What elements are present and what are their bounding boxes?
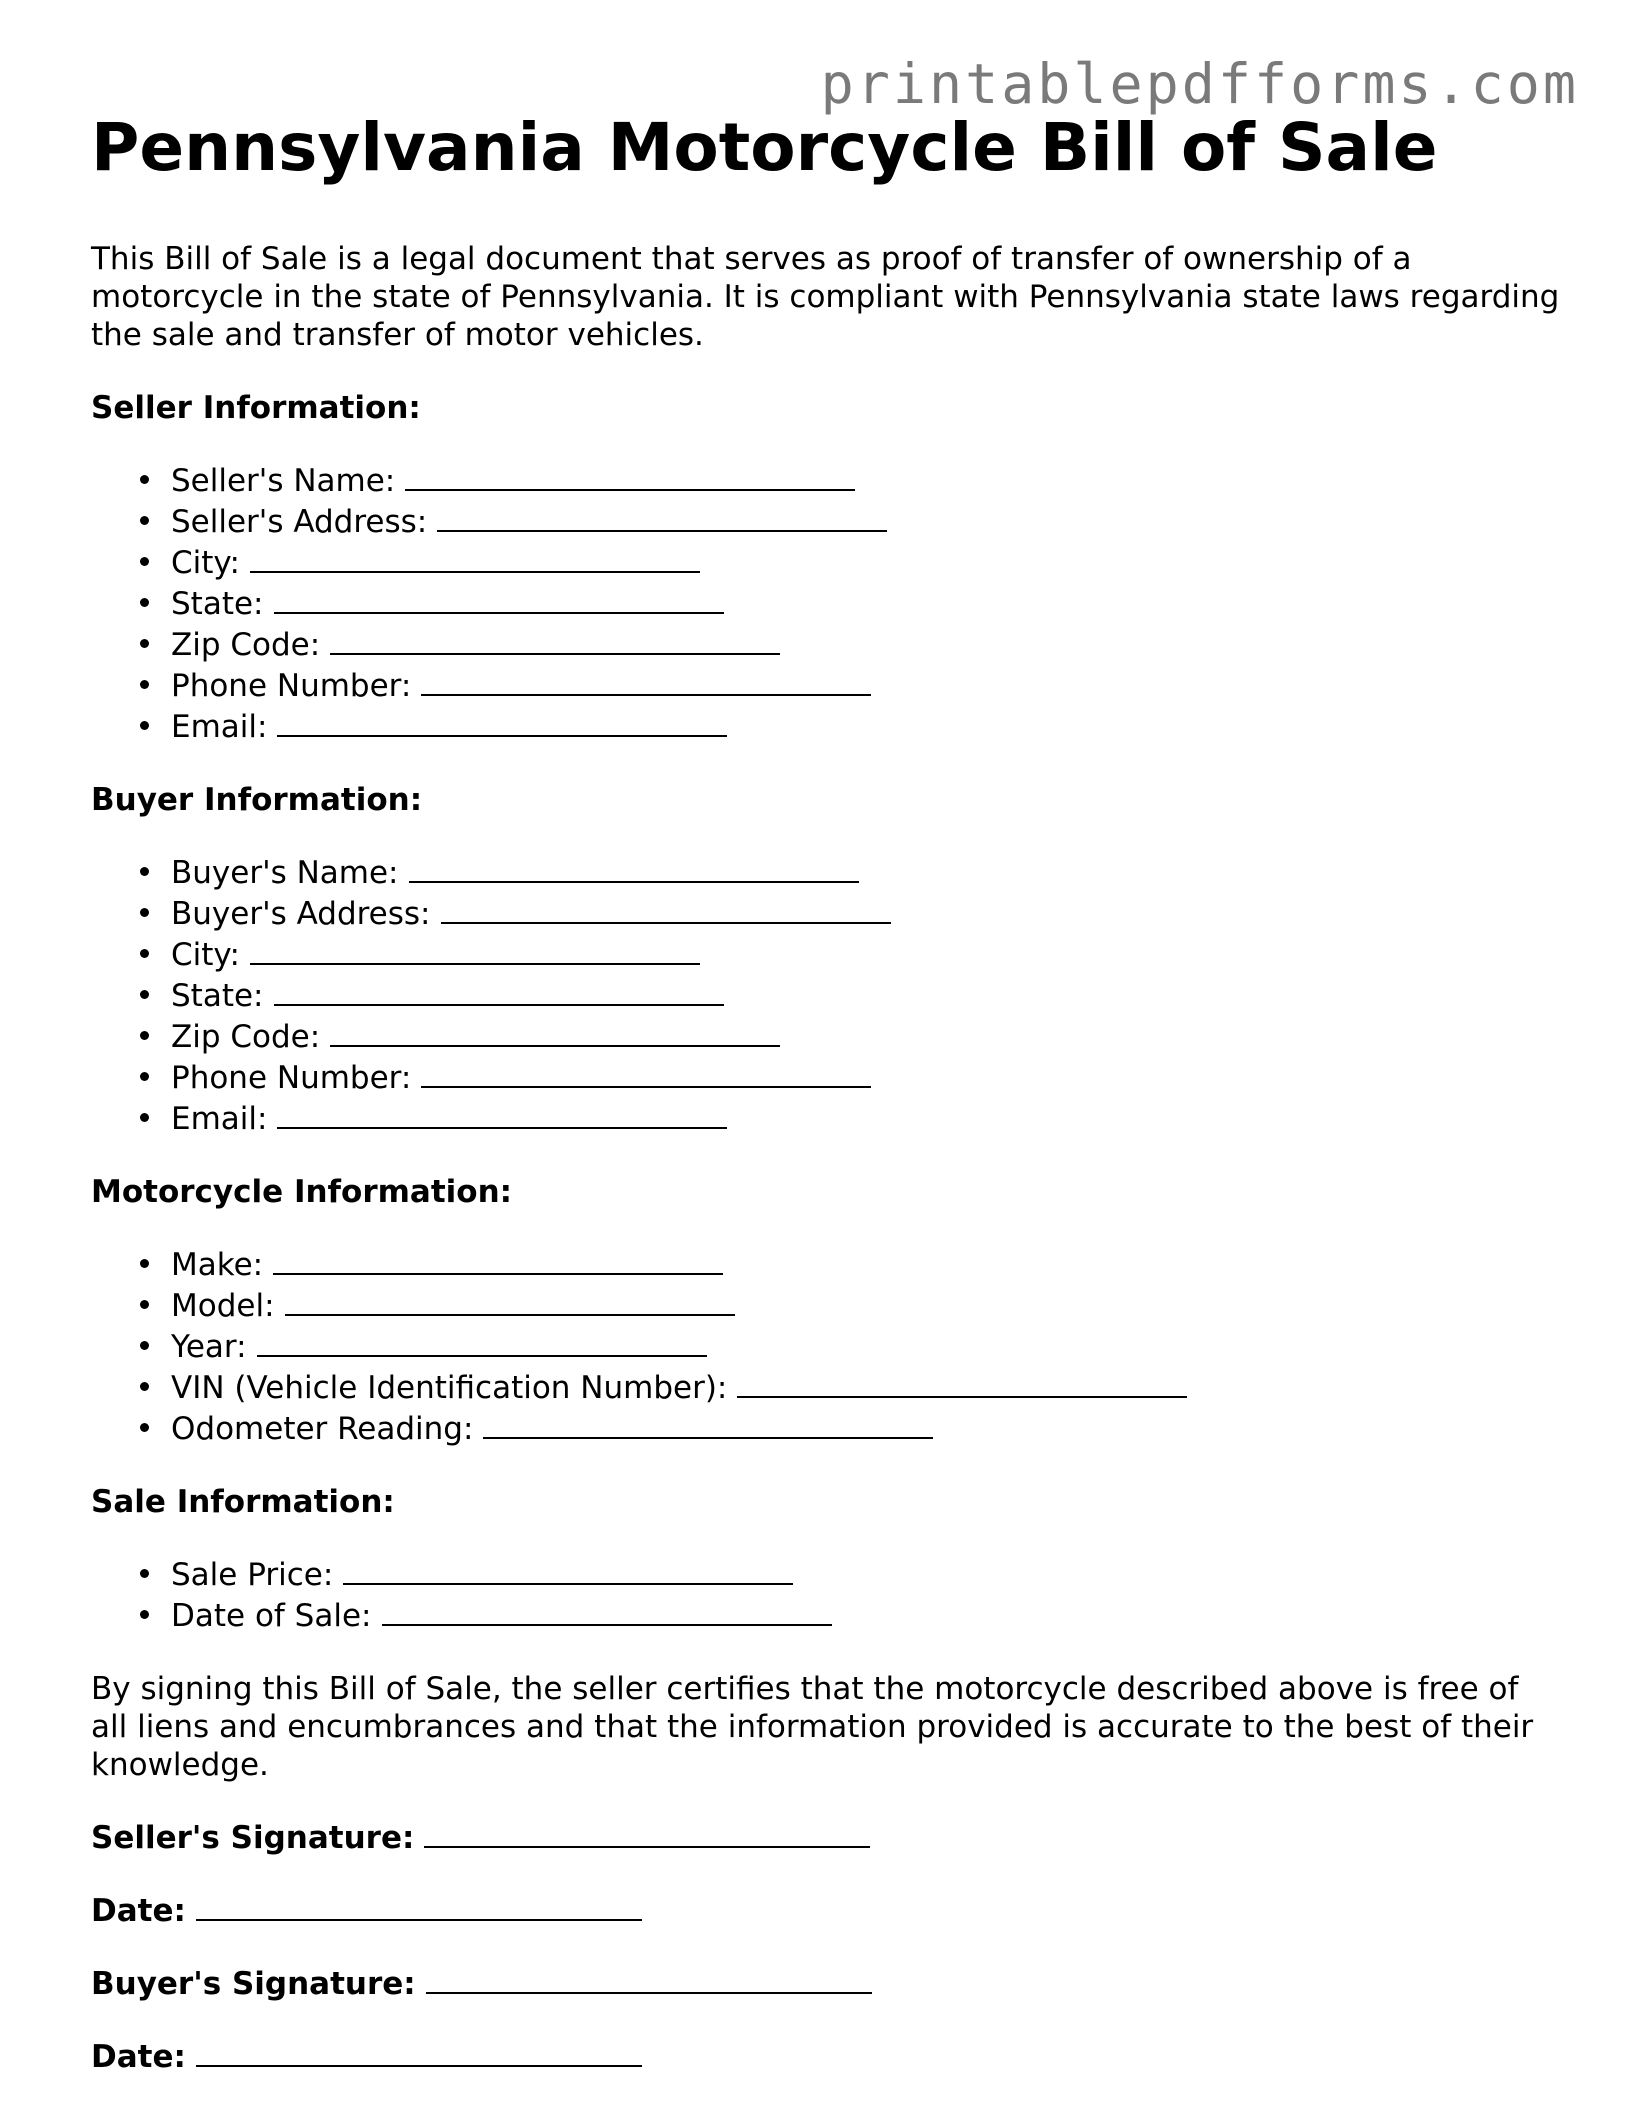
field-label: Zip Code: bbox=[171, 1019, 321, 1055]
field-label: City: bbox=[171, 545, 240, 581]
field-label: Date of Sale: bbox=[171, 1598, 372, 1634]
field-model bbox=[171, 1284, 1561, 1325]
field-label: Email: bbox=[171, 1101, 268, 1137]
field-seller-phone bbox=[171, 664, 1561, 705]
buyer-date-blank[interactable] bbox=[196, 2035, 642, 2067]
seller-section-heading: Seller Information: bbox=[91, 390, 421, 426]
sale-section-heading: Sale Information: bbox=[91, 1484, 395, 1520]
field-label: Sale Price: bbox=[171, 1557, 334, 1593]
sale-price-blank[interactable] bbox=[343, 1553, 793, 1585]
field-label: Make: bbox=[171, 1247, 264, 1283]
sale-field-list bbox=[91, 1553, 1561, 1635]
certification-paragraph: By signing this Bill of Sale, the seller certifies that the motorcycle described above is free of all liens and encumbrances and that the information provided is accurate to the best of their knowledge. bbox=[91, 1671, 1534, 1783]
field-make bbox=[171, 1243, 1561, 1284]
field-seller-email bbox=[171, 705, 1561, 746]
seller-address-blank[interactable] bbox=[437, 500, 887, 532]
buyer-phone-blank[interactable] bbox=[421, 1056, 871, 1088]
seller-name-blank[interactable] bbox=[405, 459, 855, 491]
field-seller-state bbox=[171, 582, 1561, 623]
buyer-city-blank[interactable] bbox=[250, 933, 700, 965]
vin-blank[interactable] bbox=[737, 1366, 1187, 1398]
buyer-state-blank[interactable] bbox=[274, 974, 724, 1006]
field-sale-price bbox=[171, 1553, 1561, 1594]
field-label: Seller's Address: bbox=[171, 504, 428, 540]
odometer-blank[interactable] bbox=[483, 1407, 933, 1439]
make-blank[interactable] bbox=[273, 1243, 723, 1275]
field-date-of-sale bbox=[171, 1594, 1561, 1635]
seller-field-list bbox=[91, 459, 1561, 746]
seller-zip-blank[interactable] bbox=[330, 623, 780, 655]
seller-date-label: Date: bbox=[91, 1893, 186, 1929]
field-year bbox=[171, 1325, 1561, 1366]
year-blank[interactable] bbox=[257, 1325, 707, 1357]
field-label: Odometer Reading: bbox=[171, 1411, 474, 1447]
seller-signature-label: Seller's Signature: bbox=[91, 1820, 415, 1856]
seller-date-line bbox=[91, 1889, 1561, 1930]
watermark: printablepdfforms.com bbox=[820, 52, 1579, 116]
seller-city-blank[interactable] bbox=[250, 541, 700, 573]
field-seller-city bbox=[171, 541, 1561, 582]
buyer-signature-line bbox=[91, 1962, 1561, 2003]
seller-email-blank[interactable] bbox=[277, 705, 727, 737]
field-buyer-email bbox=[171, 1097, 1561, 1138]
field-label: Email: bbox=[171, 709, 268, 745]
field-label: Zip Code: bbox=[171, 627, 321, 663]
field-label: Phone Number: bbox=[171, 668, 412, 704]
motorcycle-section-heading: Motorcycle Information: bbox=[91, 1174, 513, 1210]
page-title: Pennsylvania Motorcycle Bill of Sale bbox=[91, 109, 1438, 186]
buyer-address-blank[interactable] bbox=[441, 892, 891, 924]
intro-paragraph: This Bill of Sale is a legal document that serves as proof of transfer of ownership of a motorcycle in the state of Pennsylvania. It is compliant with Pennsylvania state laws regarding the sale and transfer of motor vehicles. bbox=[91, 241, 1560, 353]
field-label: Seller's Name: bbox=[171, 463, 396, 499]
buyer-signature-label: Buyer's Signature: bbox=[91, 1966, 416, 2002]
field-buyer-state bbox=[171, 974, 1561, 1015]
field-label: VIN (Vehicle Identification Number): bbox=[171, 1370, 728, 1406]
document-page bbox=[91, 108, 1561, 2076]
buyer-date-label: Date: bbox=[91, 2039, 186, 2075]
buyer-field-list bbox=[91, 851, 1561, 1138]
field-label: State: bbox=[171, 586, 264, 622]
buyer-zip-blank[interactable] bbox=[330, 1015, 780, 1047]
field-label: Phone Number: bbox=[171, 1060, 412, 1096]
field-label: Year: bbox=[171, 1329, 247, 1365]
buyer-email-blank[interactable] bbox=[277, 1097, 727, 1129]
field-buyer-name bbox=[171, 851, 1561, 892]
model-blank[interactable] bbox=[285, 1284, 735, 1316]
field-buyer-city bbox=[171, 933, 1561, 974]
buyer-signature-blank[interactable] bbox=[426, 1962, 872, 1994]
date-of-sale-blank[interactable] bbox=[382, 1594, 832, 1626]
field-label: Buyer's Name: bbox=[171, 855, 399, 891]
field-seller-zip bbox=[171, 623, 1561, 664]
field-label: State: bbox=[171, 978, 264, 1014]
seller-signature-line bbox=[91, 1816, 1561, 1857]
field-label: Model: bbox=[171, 1288, 275, 1324]
seller-phone-blank[interactable] bbox=[421, 664, 871, 696]
field-buyer-phone bbox=[171, 1056, 1561, 1097]
seller-state-blank[interactable] bbox=[274, 582, 724, 614]
field-seller-name bbox=[171, 459, 1561, 500]
field-odometer bbox=[171, 1407, 1561, 1448]
field-vin bbox=[171, 1366, 1561, 1407]
buyer-date-line bbox=[91, 2035, 1561, 2076]
field-buyer-zip bbox=[171, 1015, 1561, 1056]
buyer-section-heading: Buyer Information: bbox=[91, 782, 423, 818]
field-label: City: bbox=[171, 937, 240, 973]
field-buyer-address bbox=[171, 892, 1561, 933]
field-label: Buyer's Address: bbox=[171, 896, 431, 932]
seller-date-blank[interactable] bbox=[196, 1889, 642, 1921]
buyer-name-blank[interactable] bbox=[409, 851, 859, 883]
field-seller-address bbox=[171, 500, 1561, 541]
seller-signature-blank[interactable] bbox=[424, 1816, 870, 1848]
motorcycle-field-list bbox=[91, 1243, 1561, 1448]
